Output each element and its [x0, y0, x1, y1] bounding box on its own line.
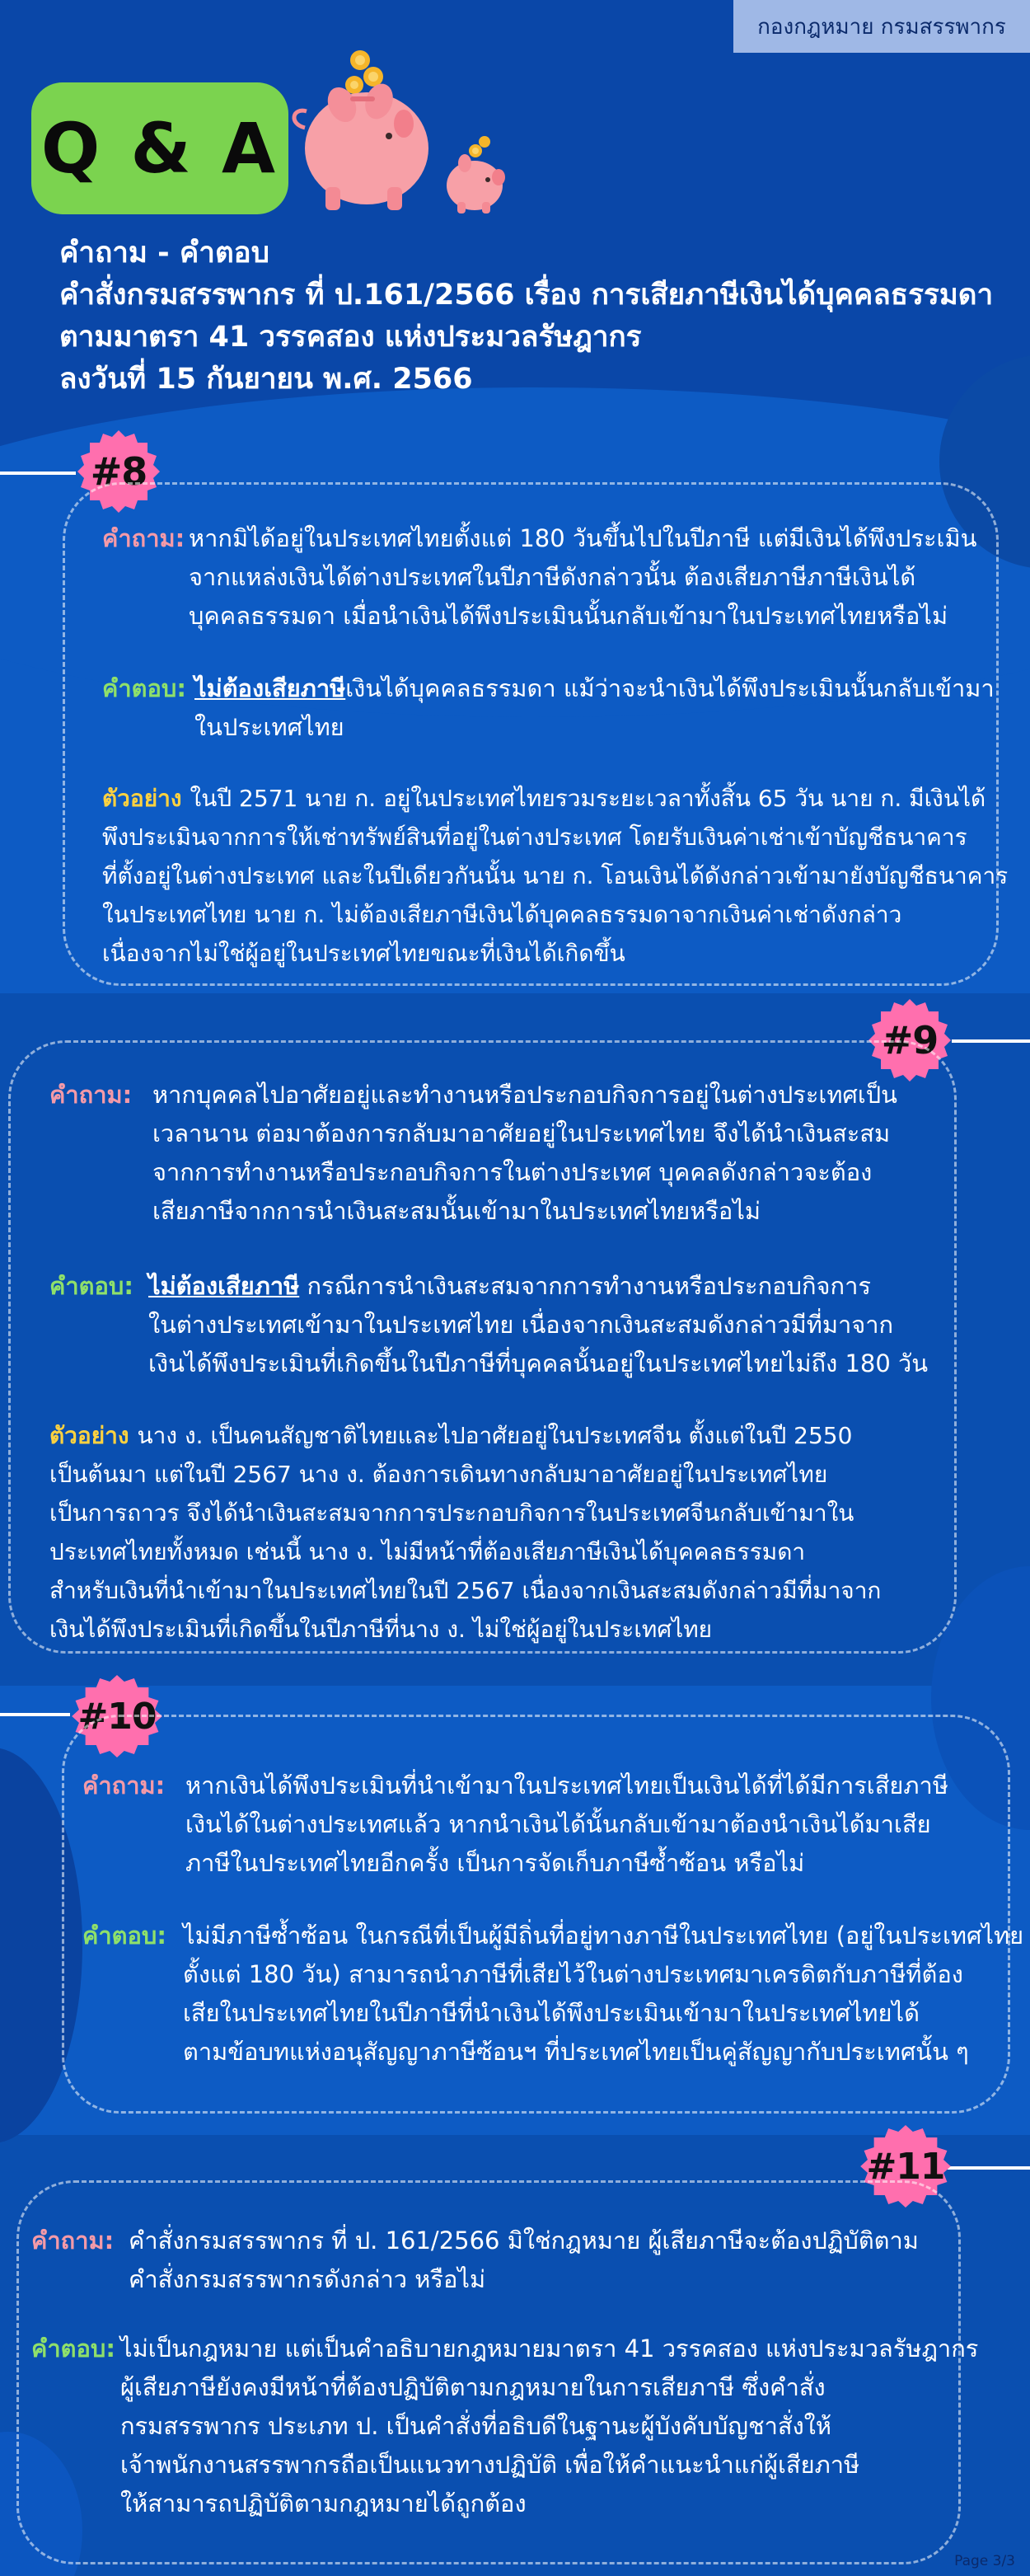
question-line: เสียภาษีจากการนำเงินสะสมนั้นเข้ามาในประเทศไทยหรือไม่: [152, 1197, 761, 1225]
answer-line: เงินได้พึงประเมินที่เกิดขึ้นในปีภาษีที่บุคคลนั้นอยู่ในประเทศไทยไม่ถึง 180 วัน: [148, 1349, 929, 1377]
example-line: ในปี 2571 นาย ก. อยู่ในประเทศไทยรวมระยะเวลาทั้งสิ้น 65 วัน นาย ก. มีเงินได้: [190, 785, 986, 812]
question-line: บุคคลธรรมดา เมื่อนำเงินได้พึงประเมินนั้นกลับเข้ามาในประเทศไทยหรือไม่: [189, 602, 948, 630]
answer-line: ผู้เสียภาษียังคงมีหน้าที่ต้องปฏิบัติตามกฎหมายในการเสียภาษี ซึ่งคำสั่ง: [120, 2373, 826, 2401]
answer-label: คำตอบ:: [49, 1272, 133, 1300]
example-line: สำหรับเงินที่นำเข้ามาในประเทศไทยในปี 2567 เนื่องจากเงินสะสมดังกล่าวมีที่มาจาก: [49, 1577, 882, 1604]
question-line: เวลานาน ต่อมาต้องการกลับมาอาศัยอยู่ในประเทศไทย จึงได้นำเงินสะสม: [152, 1119, 891, 1147]
title-line: ลงวันที่ 15 กันยายน พ.ศ. 2566: [59, 363, 473, 396]
example-line: ประเทศไทยทั้งหมด เช่นนี้ นาง ง. ไม่มีหน้าที่ต้องเสียภาษีเงินได้บุคคลธรรมดา: [49, 1538, 806, 1565]
question-line: หากเงินได้พึงประเมินที่นำเข้ามาในประเทศไทยเป็นเงินได้ที่ได้มีการเสียภาษี: [185, 1771, 948, 1799]
example-line: นาง ง. เป็นคนสัญชาติไทยและไปอาศัยอยู่ในประเทศจีน ตั้งแต่ในปี 2550: [137, 1422, 853, 1449]
number-label: #9: [881, 1018, 939, 1063]
question-line: คำสั่งกรมสรรพากร ที่ ป. 161/2566 มิใช่กฎหมาย ผู้เสียภาษีจะต้องปฏิบัติตาม: [129, 2226, 919, 2255]
answer-line: เจ้าพนักงานสรรพากรถือเป็นแนวทางปฏิบัติ เพื่อให้คำแนะนำแก่ผู้เสียภาษี: [120, 2451, 860, 2479]
answer-line: เงินได้บุคคลธรรมดา แม้ว่าจะนำเงินได้พึงประเมินนั้นกลับเข้ามา: [345, 674, 995, 702]
divider-line: [952, 1039, 1030, 1043]
answer-line: เสียในประเทศไทยในปีภาษีที่นำเงินได้พึงประเมินเข้ามาในประเทศไทยได้: [183, 1999, 920, 2027]
example-8: [102, 779, 1009, 973]
answer-line: กรมสรรพากร ประเภท ป. เป็นคำสั่งที่อธิบดีในฐานะผู้บังคับบัญชาสั่งให้: [120, 2412, 832, 2440]
answer-line: ตั้งแต่ 180 วัน) สามารถนำภาษีที่เสียไว้ในต่างประเทศมาเครดิตกับภาษีที่ต้อง: [183, 1960, 963, 1988]
example-label: ตัวอย่าง: [102, 785, 182, 812]
question-line: เงินได้ในต่างประเทศแล้ว หากนำเงินได้นั้นกลับเข้ามาต้องนำเงินได้มาเสีย: [185, 1810, 931, 1838]
divider-line: [0, 1713, 70, 1716]
answer-label: คำตอบ:: [82, 1921, 166, 1950]
divider-line: [0, 472, 76, 475]
example-line: เนื่องจากไม่ใช่ผู้อยู่ในประเทศไทยขณะที่เงินได้เกิดขึ้น: [102, 940, 625, 967]
answer-line: ไม่มีภาษีซ้ำซ้อน ในกรณีที่เป็นผู้มีถิ่นที่อยู่ทางภาษีในประเทศไทย (อยู่ในประเทศไทย: [183, 1921, 1024, 1950]
example-line: พึงประเมินจากการให้เช่าทรัพย์สินที่อยู่ในต่างประเทศ โดยรับเงินค่าเช่าเข้าบัญชีธนาคาร: [102, 823, 967, 851]
divider-line: [948, 2166, 1030, 2170]
example-line: เงินได้พึงประเมินที่เกิดขึ้นในปีภาษีที่นาง ง. ไม่ใช่ผู้อยู่ในประเทศไทย: [49, 1616, 713, 1643]
page-title: [59, 232, 1015, 401]
question-label: คำถาม:: [82, 1771, 166, 1799]
question-label: คำถาม:: [102, 524, 185, 552]
example-line: ที่ตั้งอยู่ในต่างประเทศ และในปีเดียวกันนั้น นาย ก. โอนเงินได้ดังกล่าวเข้ามายังบัญชีธนาคาร: [102, 862, 1009, 889]
question-line: จากแหล่งเงินได้ต่างประเทศในปีภาษีดังกล่าวนั้น ต้องเสียภาษีภาษีเงินได้: [189, 563, 916, 591]
qa-badge: Q & A: [31, 82, 288, 214]
answer-line: ให้สามารถปฏิบัติตามกฎหมายได้ถูกต้อง: [120, 2489, 527, 2517]
number-label: #10: [77, 1695, 157, 1738]
question-line: ภาษีในประเทศไทยอีกครั้ง เป็นการจัดเก็บภาษีซ้ำซ้อน หรือไม่: [185, 1849, 805, 1877]
example-line: เป็นการถาวร จึงได้นำเงินสะสมจากการประกอบกิจการในประเทศจีนกลับเข้ามาใน: [49, 1499, 854, 1527]
answer-line: ในประเทศไทย: [194, 713, 344, 741]
answer-label: คำตอบ:: [102, 674, 186, 702]
question-label: คำถาม:: [49, 1081, 133, 1109]
answer-emphasis: ไม่ต้องเสียภาษี: [194, 674, 346, 702]
example-line: ในประเทศไทย นาย ก. ไม่ต้องเสียภาษีเงินได้บุคคลธรรมดาจากเงินค่าเช่าดังกล่าว: [102, 901, 902, 928]
piggy-bank-icon: [288, 45, 519, 218]
agency-tag: กองกฎหมาย กรมสรรพากร: [733, 0, 1030, 53]
title-line: คำสั่งกรมสรรพากร ที่ ป.161/2566 เรื่อง การเสียภาษีเงินได้บุคคลธรรมดา: [59, 279, 994, 312]
example-9: [49, 1416, 939, 1649]
answer-line: กรณีการนำเงินสะสมจากการทำงานหรือประกอบกิจการ: [299, 1272, 871, 1300]
answer-line: ในต่างประเทศเข้ามาในประเทศไทย เนื่องจากเงินสะสมดังกล่าวมีที่มาจาก: [148, 1311, 894, 1339]
title-line: คำถาม - คำตอบ: [59, 237, 269, 270]
title-line: ตามมาตรา 41 วรรคสอง แห่งประมวลรัษฎากร: [59, 321, 642, 354]
question-line: หากบุคคลไปอาศัยอยู่และทำงานหรือประกอบกิจการอยู่ในต่างประเทศเป็น: [152, 1081, 897, 1109]
question-line: คำสั่งกรมสรรพากรดังกล่าว หรือไม่: [129, 2265, 486, 2293]
answer-emphasis: ไม่ต้องเสียภาษี: [148, 1272, 300, 1300]
question-label: คำถาม:: [31, 2226, 115, 2255]
answer-line: ไม่เป็นกฎหมาย แต่เป็นคำอธิบายกฎหมายมาตรา 41 วรรคสอง แห่งประมวลรัษฎากร: [120, 2334, 979, 2363]
example-label: ตัวอย่าง: [49, 1422, 129, 1449]
number-label: #8: [90, 449, 147, 494]
answer-line: ตามข้อบทแห่งอนุสัญญาภาษีซ้อนฯ ที่ประเทศไทยเป็นคู่สัญญากับประเทศนั้น ๆ: [183, 2038, 969, 2066]
answer-label: คำตอบ:: [31, 2334, 115, 2363]
question-line: จากการทำงานหรือประกอบกิจการในต่างประเทศ บุคคลดังกล่าวจะต้อง: [152, 1158, 873, 1186]
example-line: เป็นต้นมา แต่ในปี 2567 นาง ง. ต้องการเดินทางกลับมาอาศัยอยู่ในประเทศไทย: [49, 1461, 828, 1488]
number-label: #11: [866, 2145, 945, 2188]
page-number: Page 3/3: [954, 2553, 1015, 2569]
question-line: หากมิได้อยู่ในประเทศไทยตั้งแต่ 180 วันขึ้นไปในปีภาษี แต่มีเงินได้พึงประเมิน: [189, 524, 977, 552]
